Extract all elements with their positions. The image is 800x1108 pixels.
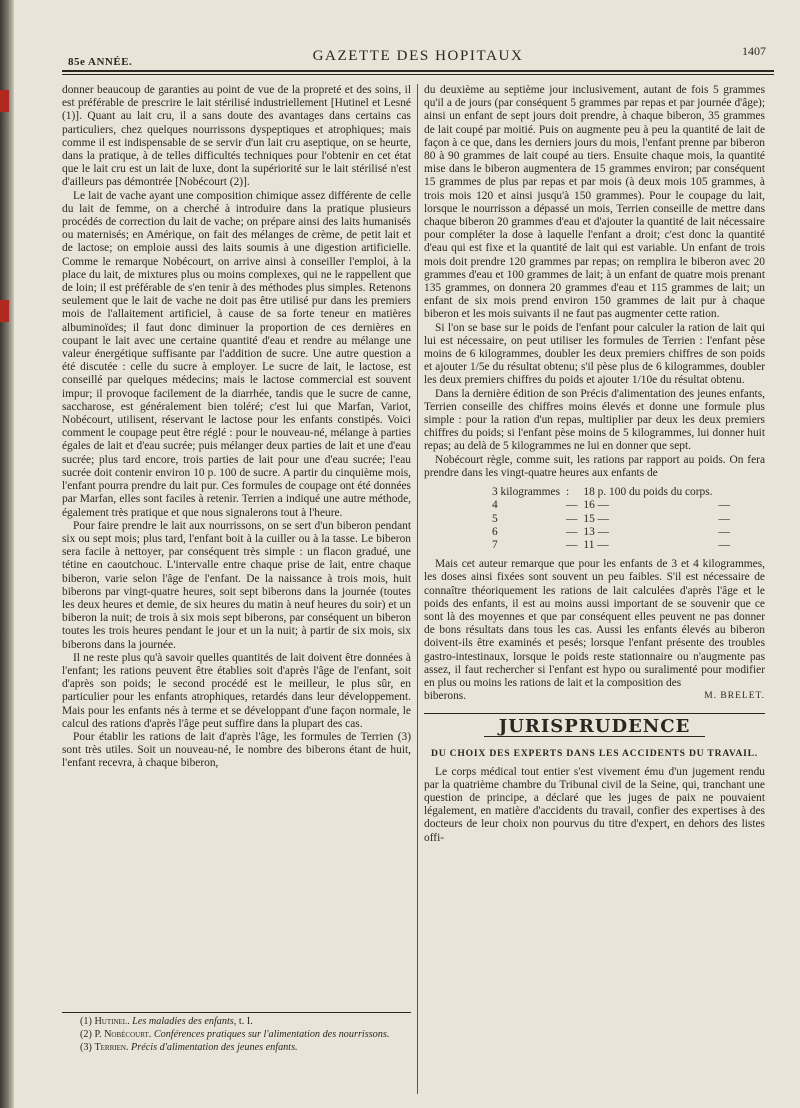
edition-year: 85e ANNÉE.	[68, 56, 133, 68]
footnote-number: (3)	[80, 1041, 92, 1053]
footnote-rest: t. I.	[236, 1016, 253, 1027]
table-cell: —	[566, 512, 578, 525]
footnotes	[80, 1016, 410, 1054]
footnote	[80, 1029, 410, 1042]
book-binding	[0, 0, 14, 1108]
page-header	[62, 44, 774, 68]
paragraph: Le corps médical tout entier s'est vivement ému d'un jugement rendu par la quatrième chambre du Tribunal civil de la Seine, qui, tranchant une question de principe, a déclaré que les juges de paix ne pouvaient légalement, en matière d'accidents du travail, confier des expertises à des docteurs de leur choix non pourvus du titre d'expert, en dehors des listes offi-	[424, 765, 765, 844]
footnote-rule	[62, 1012, 411, 1013]
table-cell: —	[718, 525, 730, 538]
ration-table	[492, 486, 736, 552]
table-cell: 11 —	[583, 538, 609, 551]
section-title: JURISPRUDENCE	[498, 716, 691, 738]
table-cell: 6	[492, 525, 498, 538]
binding-mark	[0, 300, 9, 322]
table-cell: —	[566, 525, 578, 538]
table-row	[492, 499, 736, 512]
footnote-number: (1)	[80, 1016, 92, 1027]
table-cell: 4	[492, 499, 498, 512]
table-cell: :	[566, 486, 570, 499]
table-cell: 13 —	[583, 525, 610, 538]
table-cell: 18 p. 100 du poids du corps.	[583, 486, 713, 499]
paragraph: Si l'on se base sur le poids de l'enfant pour calculer la ration de lait qui lui est nécessaire, on peut utiliser les formules de Terrien : l'enfant pèse moins de 6 kilogrammes, doubler les deux premiers chiffres de son poids et ajouter 1/5e du résultat obtenu; s'il pèse plus de 6 kilogrammes, doubler les deux premiers chiffres du poids et ajouter 1/10e du résultat obtenu.	[424, 321, 765, 387]
paragraph: Pour faire prendre le lait aux nourrissons, on se sert d'un biberon pendant six ou sept mois; plus tard, l'enfant boit à la cuiller ou à la tasse. Le biberon sera facile à nettoyer, par conséquent très simple : un flacon gradué, une tétine en caoutchouc. L'intervalle entre chaque prise de lait, entre chaque biberon, varie selon l'âge de l'enfant. De la naissance à trois mois, huit biberons par vingt-quatre heures, soit sept biberons dans la journée (toutes les deux heures et demie, de six heures du matin à neuf heures du soir) et un biberon la nuit; de trois à six mois sept biberons, par conséquent un biberon toutes les trois heures pendant le jour et un la nuit; à partir de six mois, six biberons dans la journée.	[62, 519, 411, 651]
paragraph: du deuxième au septième jour inclusivement, autant de fois 5 grammes qu'il a de jours (par conséquent 5 grammes par repas et par journée d'âge); ainsi un enfant de sept jours doit prendre, à chaque biberon, 35 grammes de lait coupé par moitié. Puis on augmente peu à peu la quantité de lait de façon à ce que, dans les derniers jours du mois, l'enfant prenne par biberon 80 à 90 grammes de lait coupé au tiers. Ensuite chaque mois, la quantité mise dans le biberon augmentera de 15 grammes environ; par conséquent 15 grammes de plus par repas et par mois (à deux mois 105 grammes, à trois mois 120 et ainsi jusqu'à 150 grammes). Pour le coupage du lait, lorsque le nourrisson a dépassé un mois, Terrien conseille de mettre dans chaque biberon 20 grammes d'eau et d'ajouter la quantité de lait nécessaire pour compléter la dose à laquelle l'enfant a droit; c'est donc la quantité d'eau qui est fixe et la quantité de lait qui est variable. Un enfant de trois mois doit prendre 120 grammes par repas; on remplira le biberon avec 20 grammes d'eau et 100 grammes de lait; à un enfant de quatre mois prenant 135 grammes, on donnera 20 grammes d'eau et 115 grammes de lait; un enfant de six mois prend environ 150 grammes de lait pur à chaque biberon et les mois suivants il ne faut pas augmenter cette ration.	[424, 84, 765, 321]
footnote-author: P. Nobécourt.	[94, 1028, 152, 1040]
footnote-title: Les maladies des enfants,	[132, 1016, 237, 1027]
table-cell: 3 kilogrammes	[492, 486, 561, 499]
signature-line	[424, 690, 765, 703]
table-cell: —	[566, 499, 578, 512]
page-number: 1407	[742, 44, 766, 58]
last-word: biberons.	[424, 690, 467, 703]
paragraph: Le lait de vache ayant une composition chimique assez différente de celle du lait de femme, on a cherché à introduire dans la pratique plusieurs procédés de correction du lait de vache; on prépare ainsi des laits humanisés ou maternisés; en Amérique, on fait des mélanges de crème, de petit lait et de lactose; on emploie aussi des laits soumis à une digestion artificielle. Comme le remarque Nobécourt, on arrive ainsi à conseiller l'emploi, à la place du lait, de mixtures plus ou moins complexes, qui ne le rappellent que de loin; il est préférable de s'en tenir à des méthodes plus simples. Retenons seulement que le lait de vache ne doit pas être utilisé pur dans les premiers mois de l'allaitement artificiel, à cause de sa forte teneur en matières albuminoïdes; il faut donc diminuer la proportion de ces dernières en coupant le lait avec une certaine quantité d'eau et rendre au mélange une valeur énergétique suffisante par l'addition de sucre. Une autre question a été discutée : celle du sucre à employer. Le sucre de lait, le lactose, est conseillé par quelques médecins; mais le lactose commercial est souvent impur; il provoque facilement de la diarrhée, tandis que le sucre de canne, saccharose, est généralement bien toléré; c'est lui que Marfan, Variot, Nobécourt, utilisent, réservant le lactose pour les enfants constipés. Voici comment le coupage peut être réglé : pour le nouveau-né, mélange à parties égales de lait et d'eau sucrée; puis mélanger deux parties de lait et une d'eau sucrée; plus tard encore, trois parties de lait pour une d'eau sucrée; l'eau sucrée doit contenir environ 10 p. 100 de sucre. A partir du cinquième mois, l'enfant pourra prendre du lait pur. Ces formules de coupage ont été données par Marfan, elles sont faciles à retenir. Terrien a indiqué une autre méthode, également très pratique et que nous signalerons tout à l'heure.	[62, 189, 411, 519]
table-cell: 15 —	[583, 512, 610, 525]
section-subheading: DU CHOIX DES EXPERTS DANS LES ACCIDENTS DU TRAVAIL.	[430, 747, 759, 759]
paragraph: Il ne reste plus qu'à savoir quelles quantités de lait doivent être données à l'enfant; les rations peuvent être établies soit d'après l'âge de l'enfant, soit d'après son poids; le second procédé est le meilleur, le plus sûr, en particulier pour les enfants atrophiques, retardés dans leur développement. Mais pour les enfants nés à terme et se développant d'une façon normale, le calcul des rations d'après l'âge peut suffire dans la plupart des cas.	[62, 651, 411, 730]
footnote-author: Hutinel.	[94, 1016, 130, 1027]
table-row	[492, 526, 736, 539]
table-row	[492, 513, 736, 526]
table-cell: 16 —	[583, 499, 610, 512]
section-rule	[424, 713, 765, 714]
paragraph: Pour établir les rations de lait d'après l'âge, les formules de Terrien (3) sont très utiles. Soit un nouveau-né, le nombre des biberons étant de huit, l'enfant recevra, à chaque biberon,	[62, 730, 411, 770]
table-row	[492, 486, 736, 499]
table-cell: —	[718, 538, 730, 551]
table-cell: —	[718, 512, 730, 525]
paragraph	[424, 388, 765, 454]
header-rule-thin	[62, 74, 774, 75]
footnote-author: Terrien.	[94, 1041, 129, 1053]
table-cell	[719, 486, 736, 499]
paragraph: donner beaucoup de garanties au point de vue de la propreté et des soins, il est préférable de prescrire le lait stérilisé industriellement [Hutinel et Lesné (1)]. Quant au lait cru, il a sans doute des avantages dans certains cas particuliers, chez quelques nourrissons dyspeptiques et atrophiques; mais comme il est indispensable de se servir d'un lait cru aseptique, on se heurte, dans la pratique, à de telles difficultés techniques pour l'obtenir en cet état que le lait cru est un lait de luxe, dont la supériorité sur le lait stérilisé n'est d'ailleurs pas démontrée [Nobécourt (2)].	[62, 84, 411, 189]
column-divider	[417, 84, 418, 1094]
header-rule	[62, 70, 774, 72]
footnote-number: (2)	[80, 1028, 92, 1040]
right-column	[424, 84, 765, 845]
footnote	[80, 1016, 410, 1029]
paragraph: Mais cet auteur remarque que pour les enfants de 3 et 4 kilogrammes, les doses ainsi fixées sont souvent un peu faibles. S'il est nécessaire de connaître théoriquement les rations de lait calculées d'après l'âge et le poids des enfants, il est au moins aussi important de se souvenir que ce sont là des moyennes et que par conséquent elles peuvent ne pas donner de bons résultats dans tous les cas. Aussi les enfants élevés au biberon doivent-ils être examinés et pesés; lorsque l'enfant présente des troubles gastro-intestinaux, lorsque le poids reste stationnaire ou n'augmente pas assez, il faut rechercher si l'enfant est hypo ou suralimenté pour modifier en plus ou moins les rations de lait et la composition des	[424, 558, 765, 689]
table-cell: 7	[492, 538, 498, 551]
author-signature: M. BRELET.	[704, 691, 765, 702]
left-column	[62, 84, 411, 771]
paragraph: Nobécourt règle, comme suit, les rations par rapport au poids. On fera prendre dans les vingt-quatre heures aux enfants de	[424, 453, 765, 479]
journal-title: GAZETTE DES HOPITAUX	[312, 48, 524, 64]
footnote	[80, 1042, 410, 1055]
footnote-title: Précis d'alimentation des jeunes enfants.	[131, 1041, 298, 1053]
binding-mark	[0, 90, 9, 112]
table-cell: —	[566, 538, 578, 551]
table-cell: —	[718, 499, 730, 512]
footnote-title: Conférences pratiques sur l'alimentation des nourrissons.	[153, 1028, 390, 1040]
table-cell: 5	[492, 512, 498, 525]
paragraph-text: Dans la dernière édition de son Précis d'alimentation des jeunes enfants, Terrien conseille des chiffres moins élevés et donne une formule plus simple : pour la ration d'un repas, multiplier par deux les deux premiers chiffres du poids; si l'enfant pèse moins de 5 kilogrammes, lui donner huit repas; au delà de 5 kilogrammes ne lui en donner que sept.	[424, 387, 765, 453]
table-row	[492, 539, 736, 552]
